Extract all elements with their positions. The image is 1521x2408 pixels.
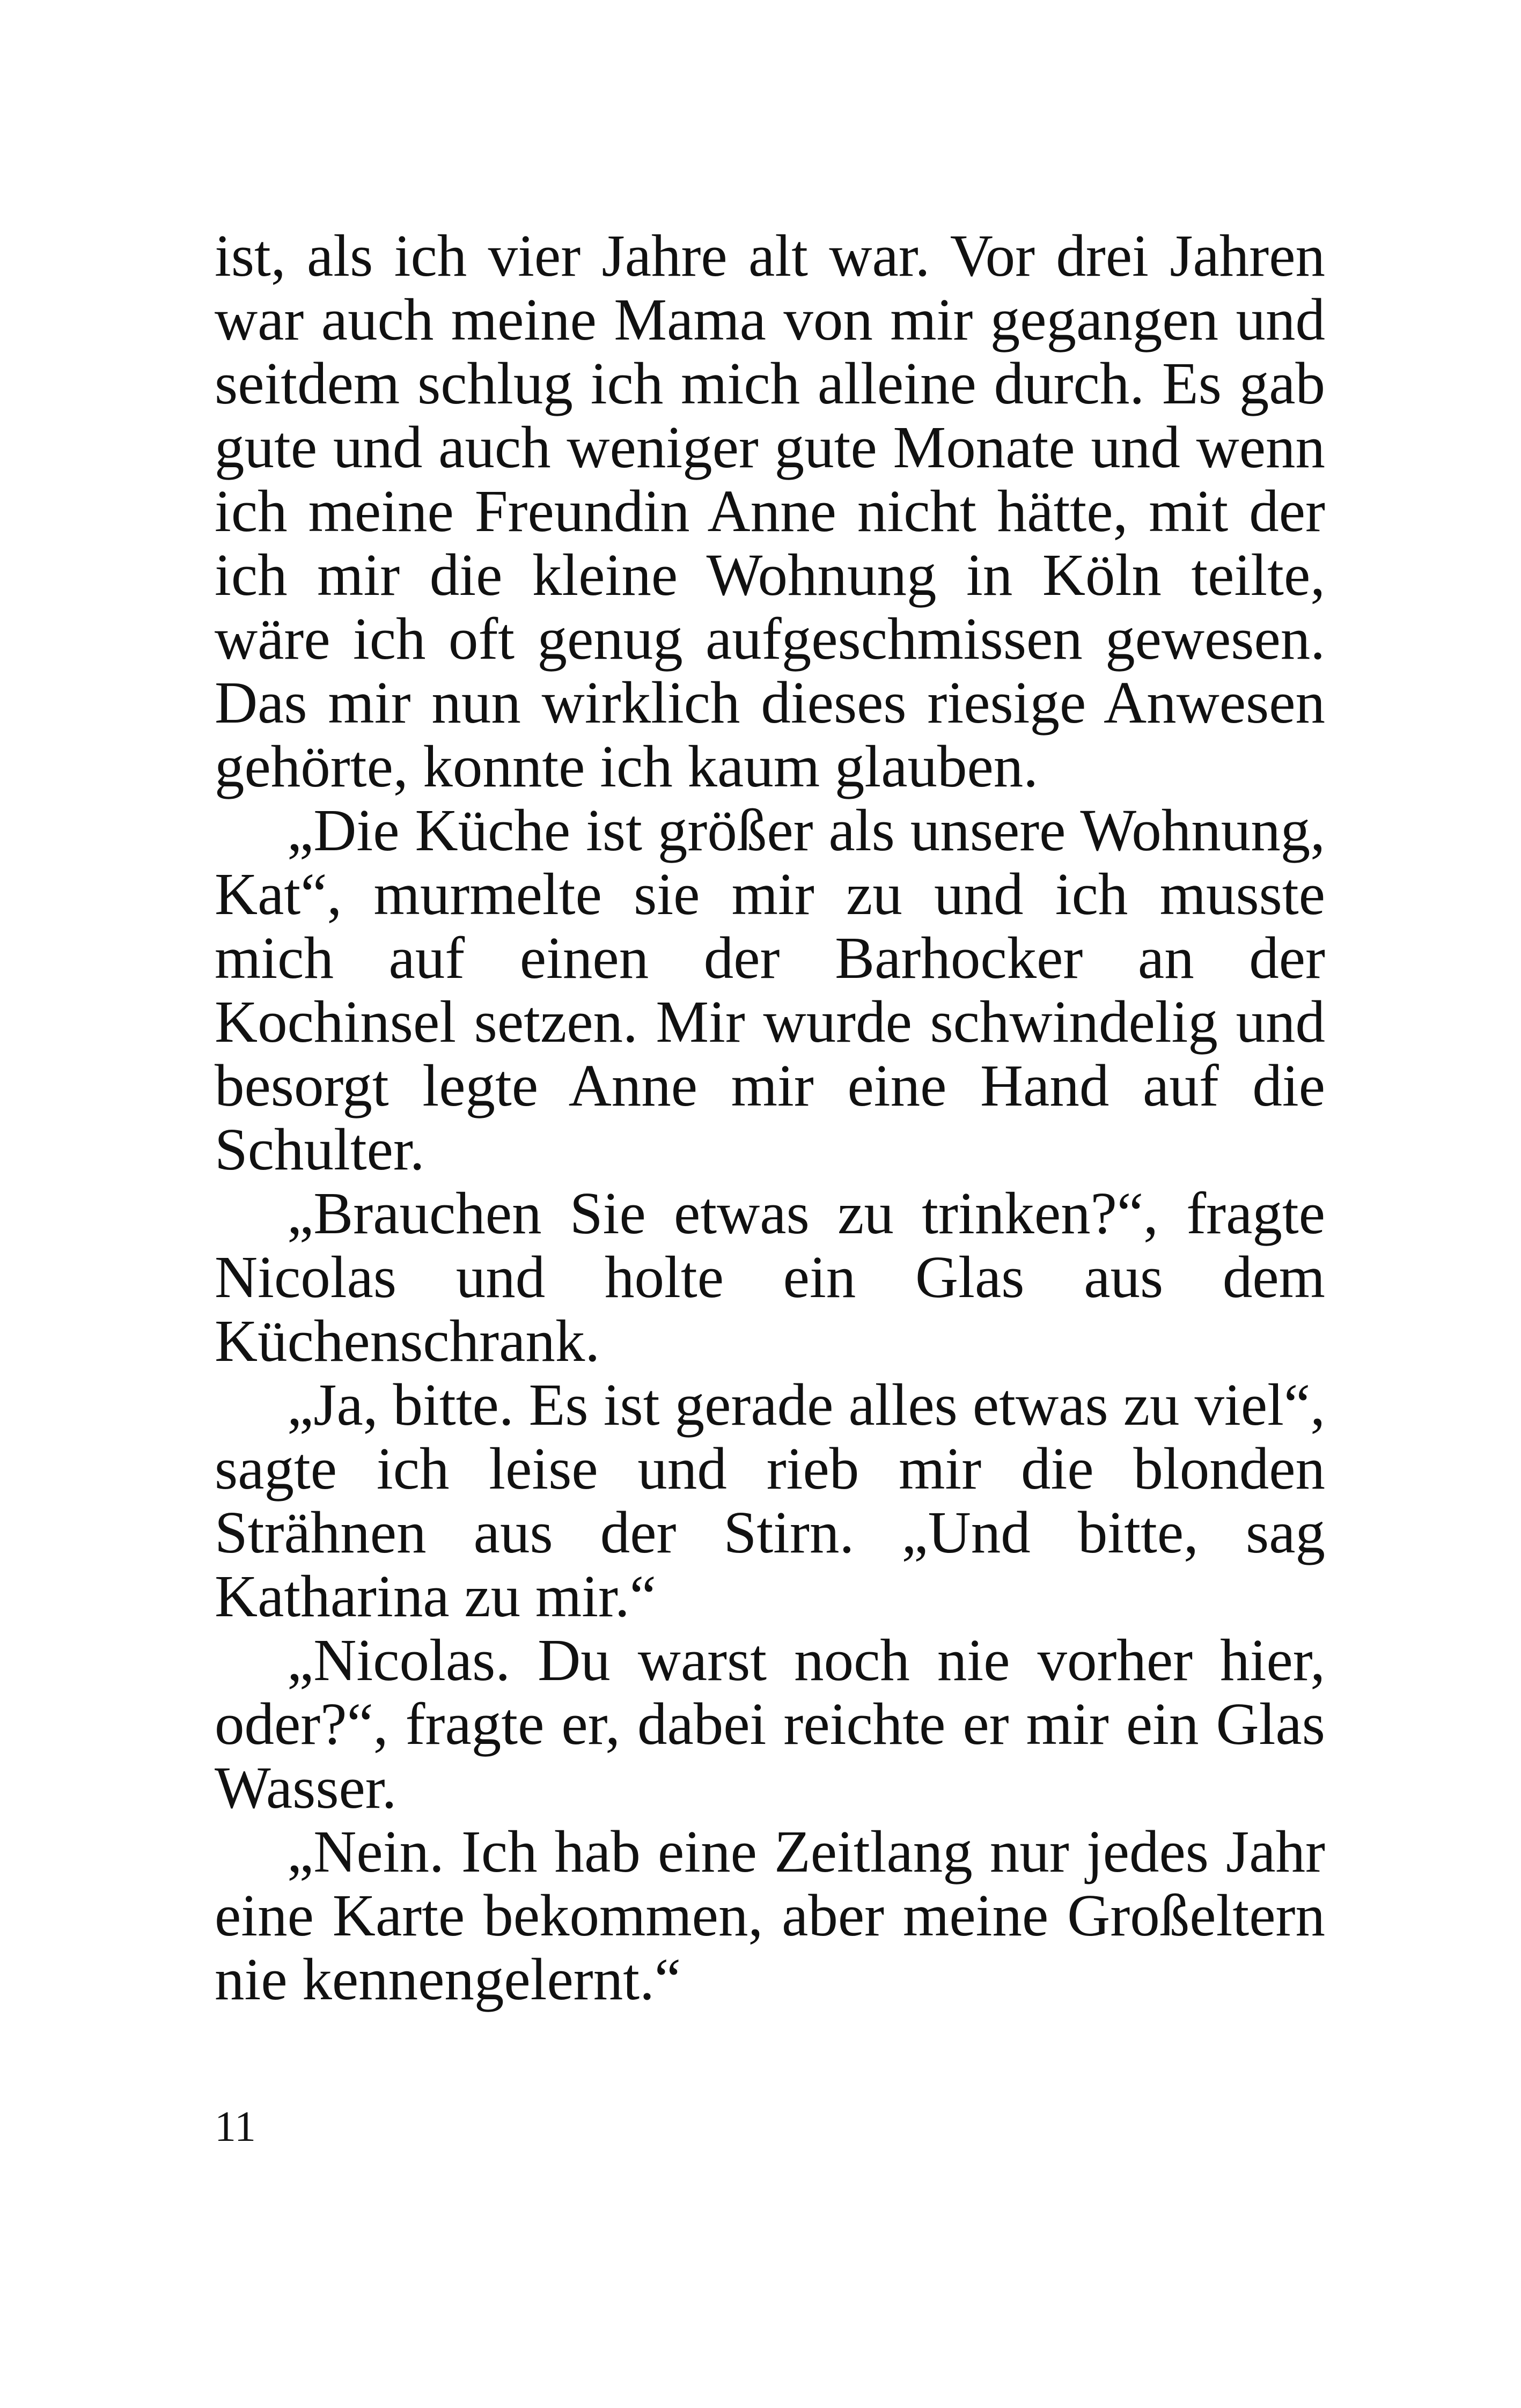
paragraph-continuation: ist, als ich vier Jahre alt war. Vor drei Jahren war auch meine Mama von mir gegangen und seitdem schlug ich mich alleine durch. Es gab gute und auch weniger gute Monate und wenn ich meine Freundin Anne nicht hätte, mit der ich mir die kleine Wohnung in Köln teilte, wäre ich oft genug aufgeschmissen gewesen. Das mir nun wirklich dieses riesige Anwesen gehörte, konnte ich kaum glauben. bbox=[215, 223, 1325, 800]
paragraph-drink-offer: „Brauchen Sie etwas zu trinken?“, fragte Nicolas und holte ein Glas aus dem Küchenschrank. bbox=[215, 1181, 1325, 1374]
paragraph-reply: „Ja, bitte. Es ist gerade alles etwas zu viel“, sagte ich leise und rieb mir die blonden Strähnen aus der Stirn. „Und bitte, sag Katharina zu mir.“ bbox=[215, 1372, 1325, 1630]
paragraph-kitchen: „Die Küche ist größer als unsere Wohnung, Kat“, murmelte sie mir zu und ich musste mich auf einen der Barhocker an der Kochinsel setzen. Mir wurde schwindelig und besorgt legte Anne mir eine Hand auf die Schulter. bbox=[215, 798, 1325, 1183]
paragraph-grandparents: „Nein. Ich hab eine Zeitlang nur jedes Jahr eine Karte bekommen, aber meine Großeltern nie kennengelernt.“ bbox=[215, 1819, 1325, 2013]
paragraph-nicolas: „Nicolas. Du warst noch nie vorher hier, oder?“, fragte er, dabei reichte er mir ein Glas Wasser. bbox=[215, 1628, 1325, 1821]
page-number: 11 bbox=[215, 2103, 256, 2151]
body-text bbox=[215, 224, 1325, 2012]
